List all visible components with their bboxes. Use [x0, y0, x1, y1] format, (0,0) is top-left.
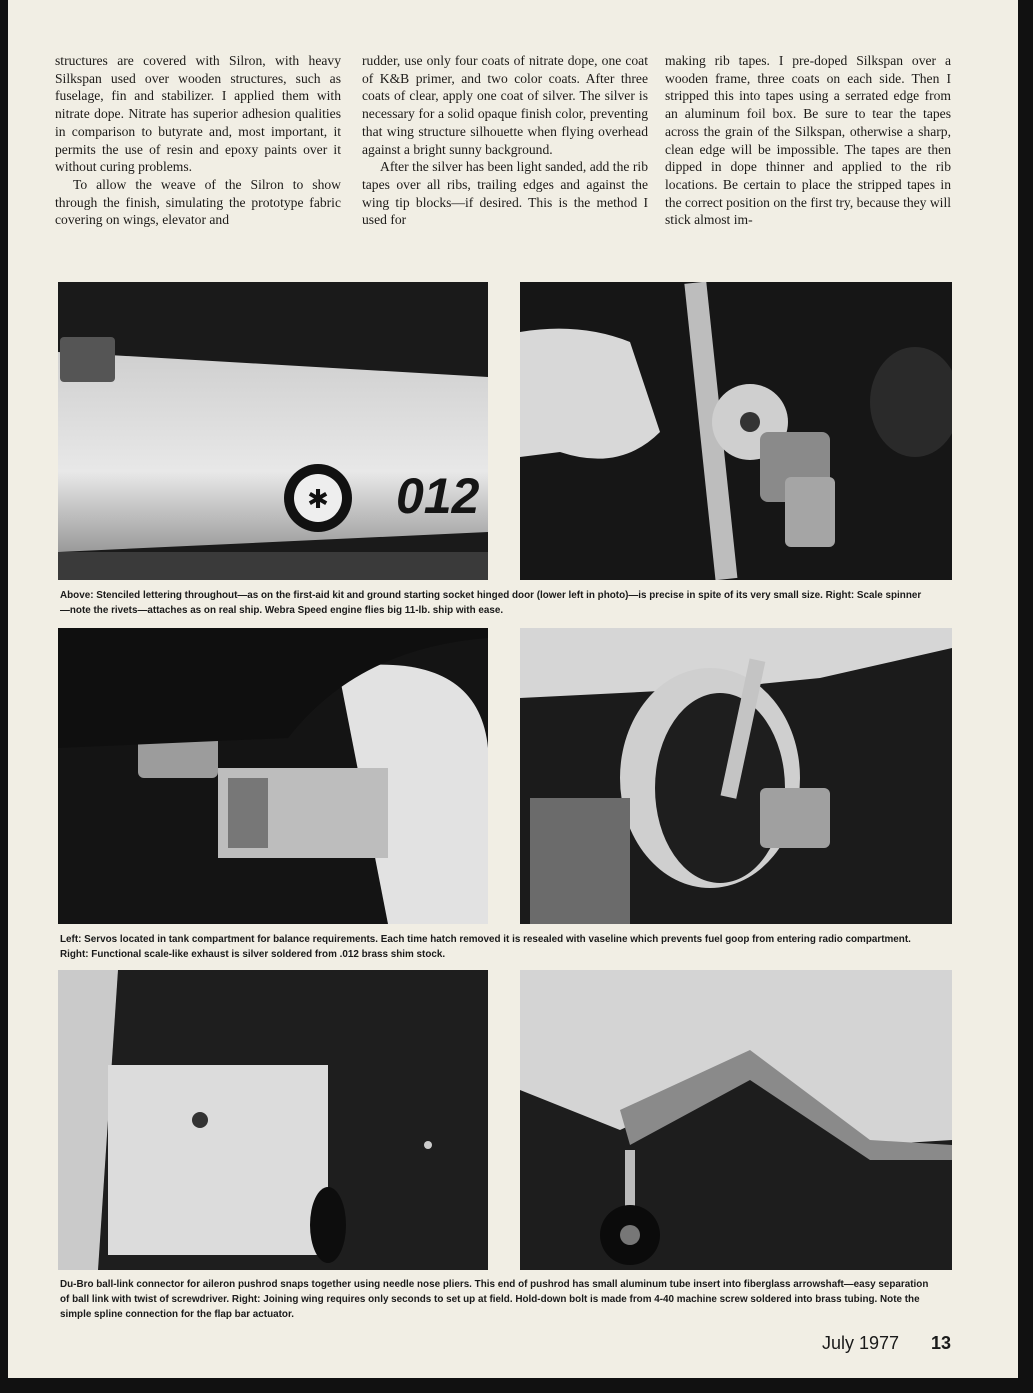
svg-text:✱: ✱ [307, 485, 329, 514]
photo-fuselage-roundel [58, 282, 488, 580]
wing-joint-illustration [520, 970, 952, 1270]
photo-wing-joint [520, 970, 952, 1270]
page-number: 13 [931, 1333, 952, 1353]
ball-link-illustration [58, 970, 488, 1270]
spinner-illustration [520, 282, 952, 580]
photo-ball-link [58, 970, 488, 1270]
photo-scale-spinner [520, 282, 952, 580]
text-column-1 [55, 52, 341, 229]
fuselage-illustration [58, 282, 488, 580]
paragraph: making rib tapes. I pre-doped Silkspan over a wooden frame, three coats on each side. Then I stripped this into tapes using a serrated edge from an aluminum foil box. Be sure to tear the tapes across the grain of the Silkspan, otherwise a sharp, clean edge will be impossible. The tapes are then dipped in dope thinner and applied to the rib locations. Be certain to place the stripped tapes in the correct position on the first try, because they will stick almost im- [665, 53, 952, 228]
issue-date: July 1977 [822, 1333, 900, 1353]
photo-exhaust [520, 628, 952, 924]
paragraph: After the silver has been light sanded, add the rib tapes over all ribs, trailing edges and against the wing tip blocks—if desired. This is the method I used for [362, 159, 648, 228]
magazine-page [8, 0, 1018, 1378]
paragraph: structures are covered with Silron, with heavy Silkspan used over wooden structures, such as fuselage, fin and stabilizer. I applied them with nitrate dope. Nitrate has superior adhesion qualities in comparison to butyrate and, most important, it permits the use of resin and epoxy paints over it without curing problems. [55, 53, 341, 175]
fuselage-number: 012 [396, 468, 480, 524]
caption-2: Left: Servos located in tank compartment for balance requirements. Each time hatch removed it is resealed with vaseline which prevents fuel goop from entering radio compartment. Right: Functional scale-like exhaust is silver soldered from .012 brass shim stock. [60, 934, 911, 960]
text-column-2 [362, 52, 648, 229]
paragraph: rudder, use only four coats of nitrate dope, one coat of K&B primer, and two color coats. After three coats of clear, apply one coat of silver. The silver is necessary for a solid opaque finish color, preventing that wing structure silhouette when flying overhead against a bright sunny background. [362, 53, 648, 157]
photo-servos [58, 628, 488, 924]
servos-illustration [58, 628, 488, 924]
caption-1: Above: Stenciled lettering throughout—as on the first-aid kit and ground starting socket hinged door (lower left in photo)—is precise in spite of its very small size. Right: Scale spinner—note the rivets—attaches as on real ship. Webra Speed engine flies big 11-lb. ship with ease. [60, 590, 922, 616]
exhaust-illustration [520, 628, 952, 924]
caption-3: Du-Bro ball-link connector for aileron pushrod snaps together using needle nose pliers. This end of pushrod has small aluminum tube insert into fiberglass arrowshaft—easy separation of ball link with twist of screwdriver. Right: Joining wing requires only seconds to set up at field. Hold-down bolt is made from 4-40 machine screw soldered into brass tubing. Note the simple spline connection for the flap bar actuator. [60, 1279, 929, 1320]
text-column-3 [665, 52, 951, 229]
paragraph: To allow the weave of the Silron to show through the finish, simulating the prototype fabric covering on wings, elevator and [55, 176, 341, 228]
